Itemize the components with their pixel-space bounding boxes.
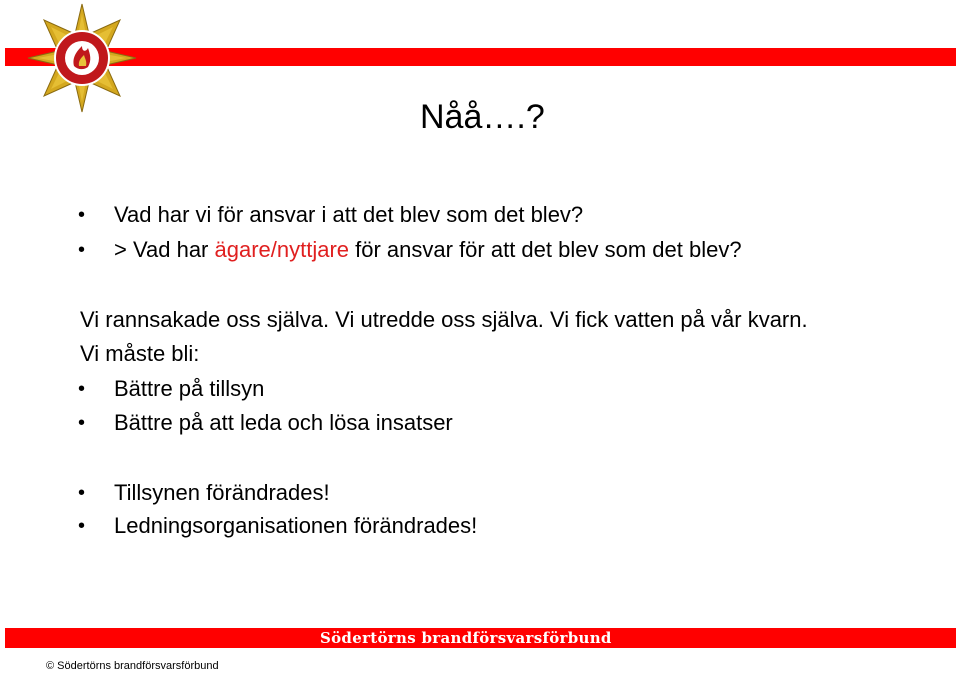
bullet-icon: • [78, 482, 86, 504]
bullet-icon: • [78, 515, 86, 537]
footer-brand: Södertörns brandförsvarsförbund [320, 629, 612, 647]
bullet-icon: • [78, 378, 86, 400]
bullet-text: Bättre på tillsyn [114, 376, 265, 401]
bullet-text: Bättre på att leda och lösa insatser [114, 410, 453, 435]
bullet-icon: • [78, 239, 86, 261]
fire-department-emblem-icon [26, 2, 138, 114]
slide-title: Nåå….? [420, 98, 545, 136]
highlight-text: ägare/nyttjare [214, 237, 350, 262]
top-accent-bar [5, 48, 956, 66]
copyright-notice: © Södertörns brandförsvarsförbund [46, 660, 219, 672]
bullet-text: > Vad har ägare/nyttjare för ansvar för att det blev som det blev? [114, 237, 742, 262]
bullet-text: Tillsynen förändrades! [114, 480, 330, 505]
bullet-icon: • [78, 204, 86, 226]
bullet-text: Ledningsorganisationen förändrades! [114, 513, 478, 538]
bullet-icon: • [78, 412, 86, 434]
bullet-text: Vad har vi för ansvar i att det blev som det blev? [114, 202, 584, 227]
